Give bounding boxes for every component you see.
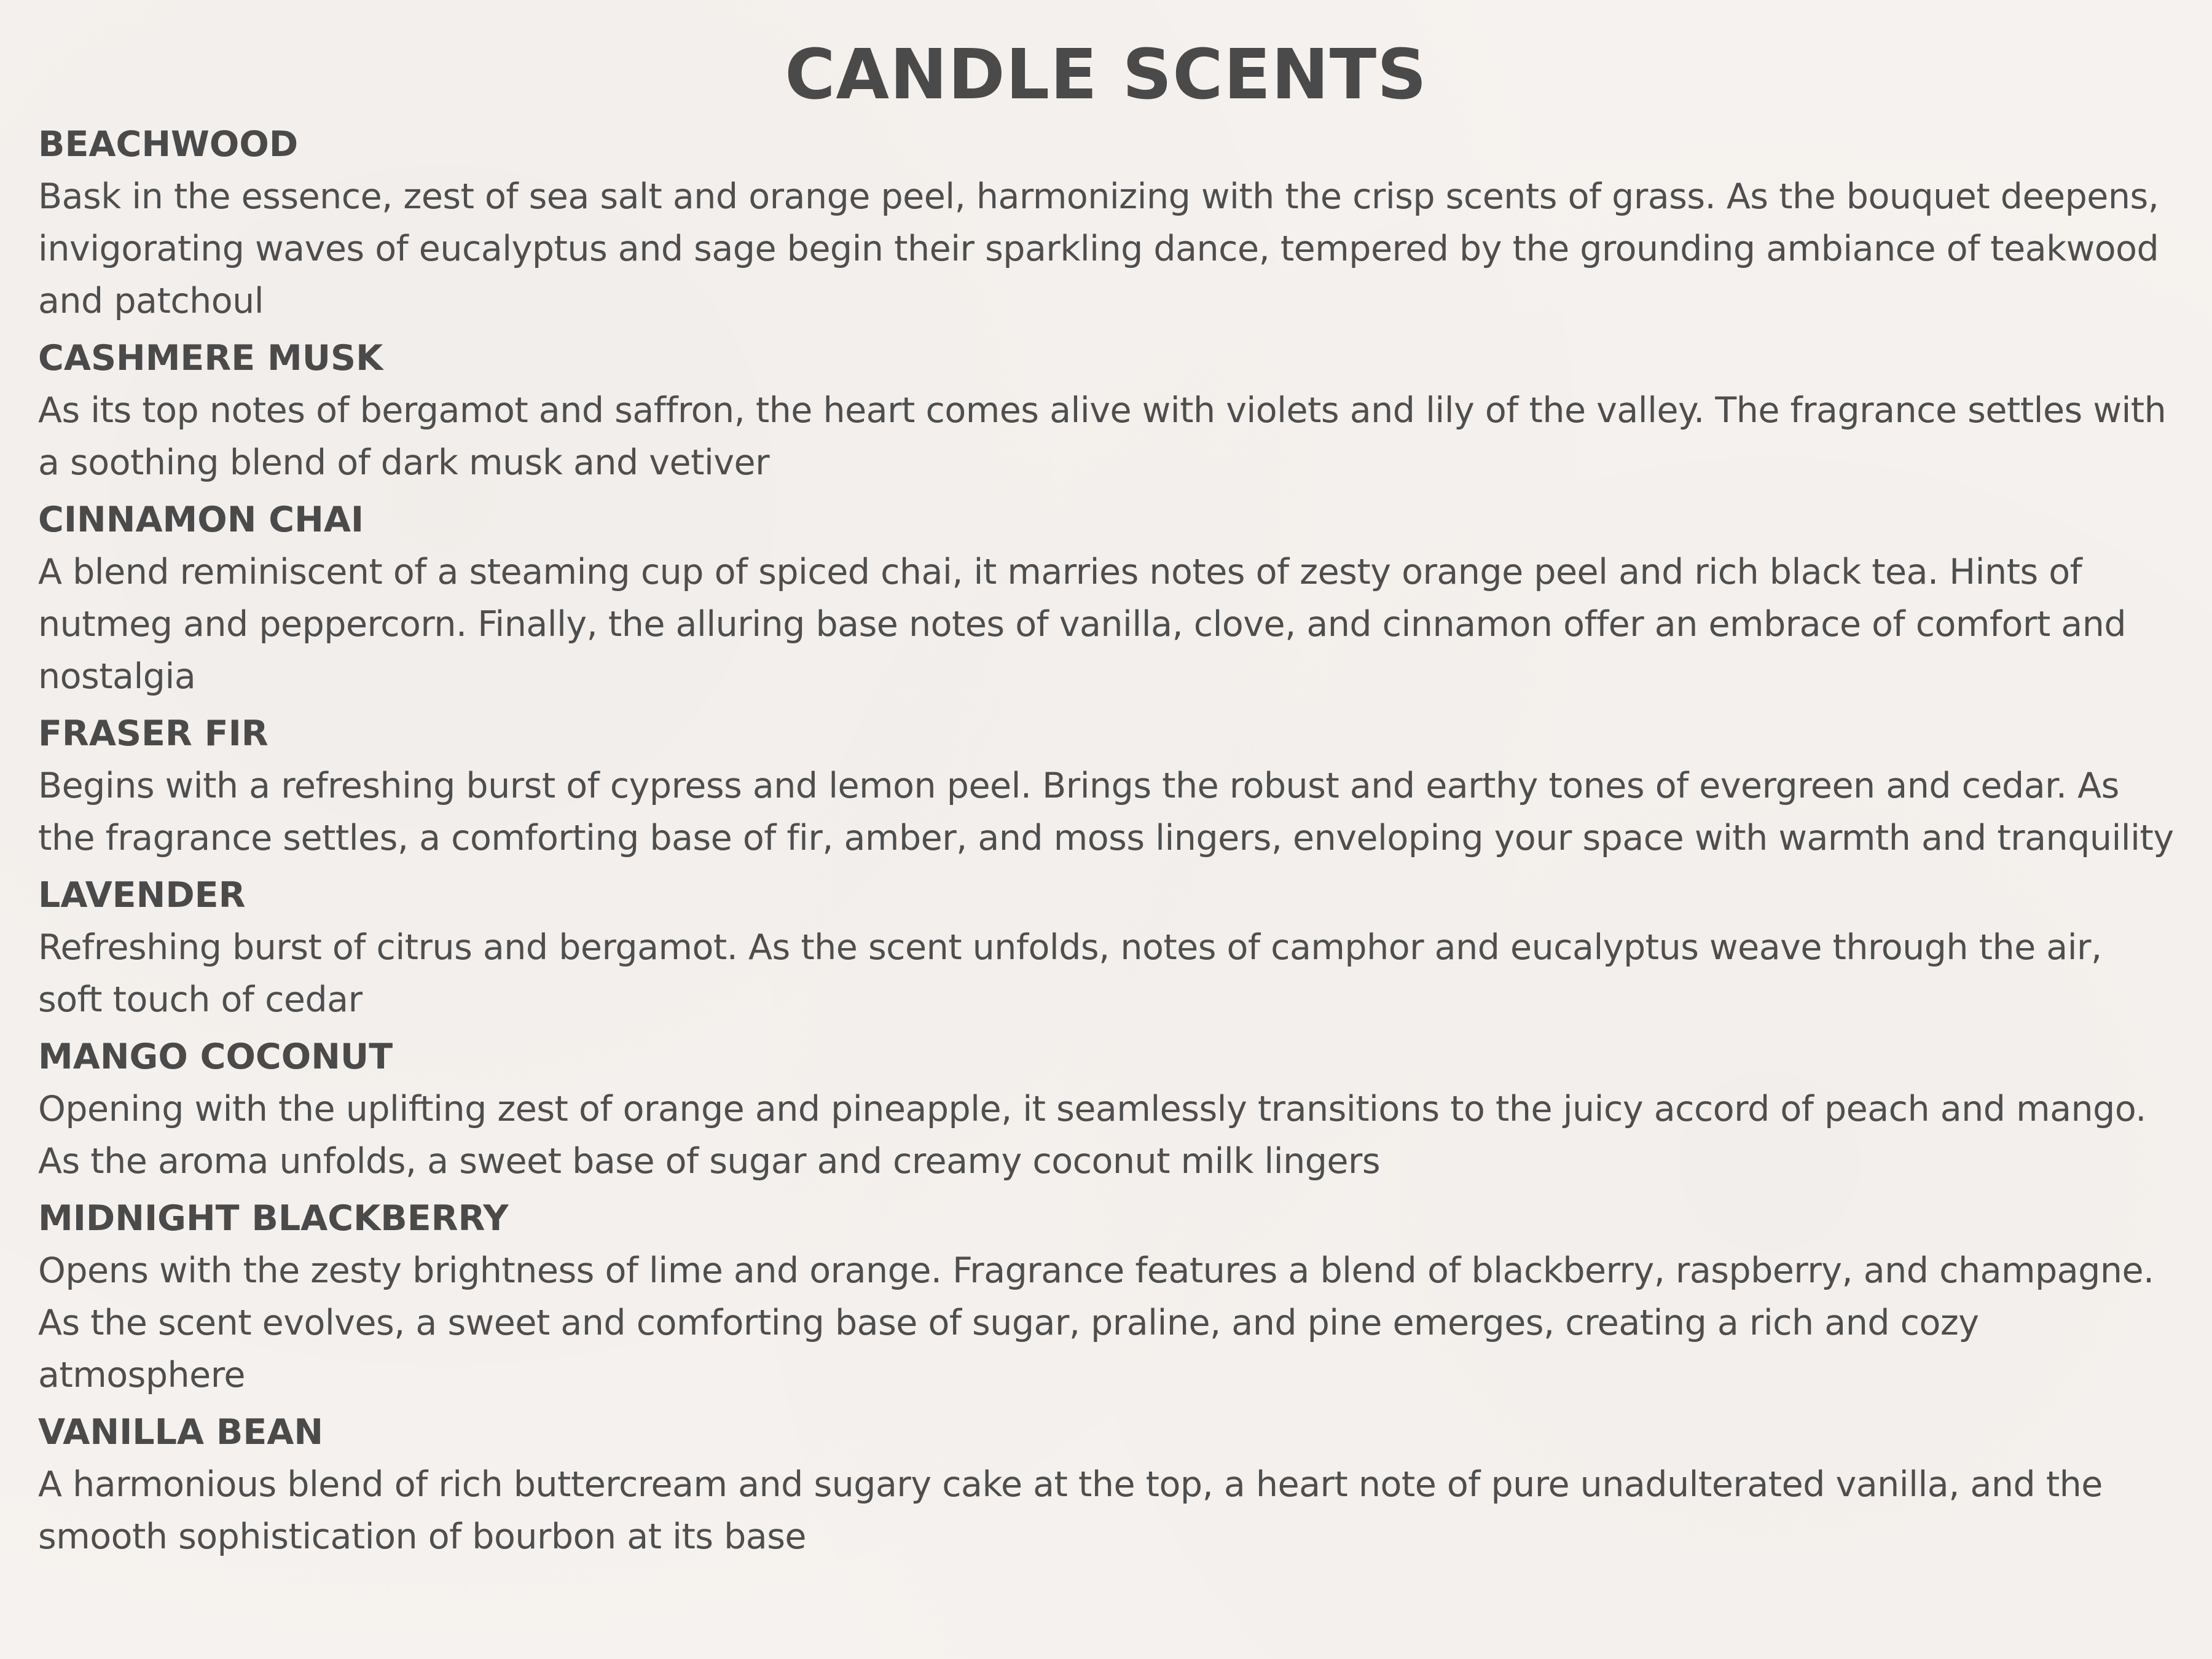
scent-description: Bask in the essence, zest of sea salt and orange peel, harmonizing with the crisp scents of grass. As the bouquet deepens, invigorating waves of eucalyptus and sage begin their sparkling dance, tempered by the grounding ambiance of teakwood and patchoul: [38, 176, 2159, 321]
scent-item-vanilla-bean: [38, 1406, 2174, 1563]
scent-item-cashmere-musk: [38, 332, 2174, 489]
scent-item-mango-coconut: [38, 1030, 2174, 1188]
scent-name: MIDNIGHT BLACKBERRY: [38, 1198, 509, 1239]
scent-description: Opens with the zesty brightness of lime and orange. Fragrance features a blend of blackberry, raspberry, and champagne. As the scent evolves, a sweet and comforting base of sugar, praline, and pine emerges, creating a rich and cozy atmosphere: [38, 1250, 2154, 1395]
scent-item-beachwood: [38, 118, 2174, 327]
scent-name: MANGO COCONUT: [38, 1037, 393, 1077]
scent-item-lavender: [38, 869, 2174, 1026]
scent-description: A blend reminiscent of a steaming cup of spiced chai, it marries notes of zesty orange peel and rich black tea. Hints of nutmeg and peppercorn. Finally, the alluring base notes of vanilla, clove, and cinnamon offer an embrace of comfort and nostalgia: [38, 552, 2127, 697]
scent-description: Refreshing burst of citrus and bergamot. As the scent unfolds, notes of camphor and eucalyptus weave through the air, soft touch of cedar: [38, 927, 2102, 1020]
scent-list: [38, 118, 2174, 1563]
scent-item-midnight-blackberry: [38, 1192, 2174, 1402]
scent-name: LAVENDER: [38, 875, 246, 916]
scent-name: VANILLA BEAN: [38, 1412, 324, 1453]
scent-name: FRASER FIR: [38, 713, 269, 754]
scent-name: CINNAMON CHAI: [38, 500, 364, 540]
scent-description: Opening with the uplifting zest of orange and pineapple, it seamlessly transitions to the juicy accord of peach and mango. As the aroma unfolds, a sweet base of sugar and creamy coconut milk lingers: [38, 1089, 2146, 1182]
page-title: CANDLE SCENTS: [785, 35, 1427, 115]
scent-description: As its top notes of bergamot and saffron, the heart comes alive with violets and lily of the valley. The fragrance settles with a soothing blend of dark musk and vetiver: [38, 390, 2167, 483]
scent-item-fraser-fir: [38, 707, 2174, 865]
scent-description: Begins with a refreshing burst of cypress and lemon peel. Brings the robust and earthy tones of evergreen and cedar. As the fragrance settles, a comforting base of fir, amber, and moss lingers, enveloping your space with warmth and tranquility: [38, 766, 2174, 858]
scent-name: BEACHWOOD: [38, 124, 299, 165]
scent-item-cinnamon-chai: [38, 493, 2174, 703]
scent-description: A harmonious blend of rich buttercream and sugary cake at the top, a heart note of pure unadulterated vanilla, and the smooth sophistication of bourbon at its base: [38, 1464, 2103, 1557]
scent-name: CASHMERE MUSK: [38, 338, 383, 378]
